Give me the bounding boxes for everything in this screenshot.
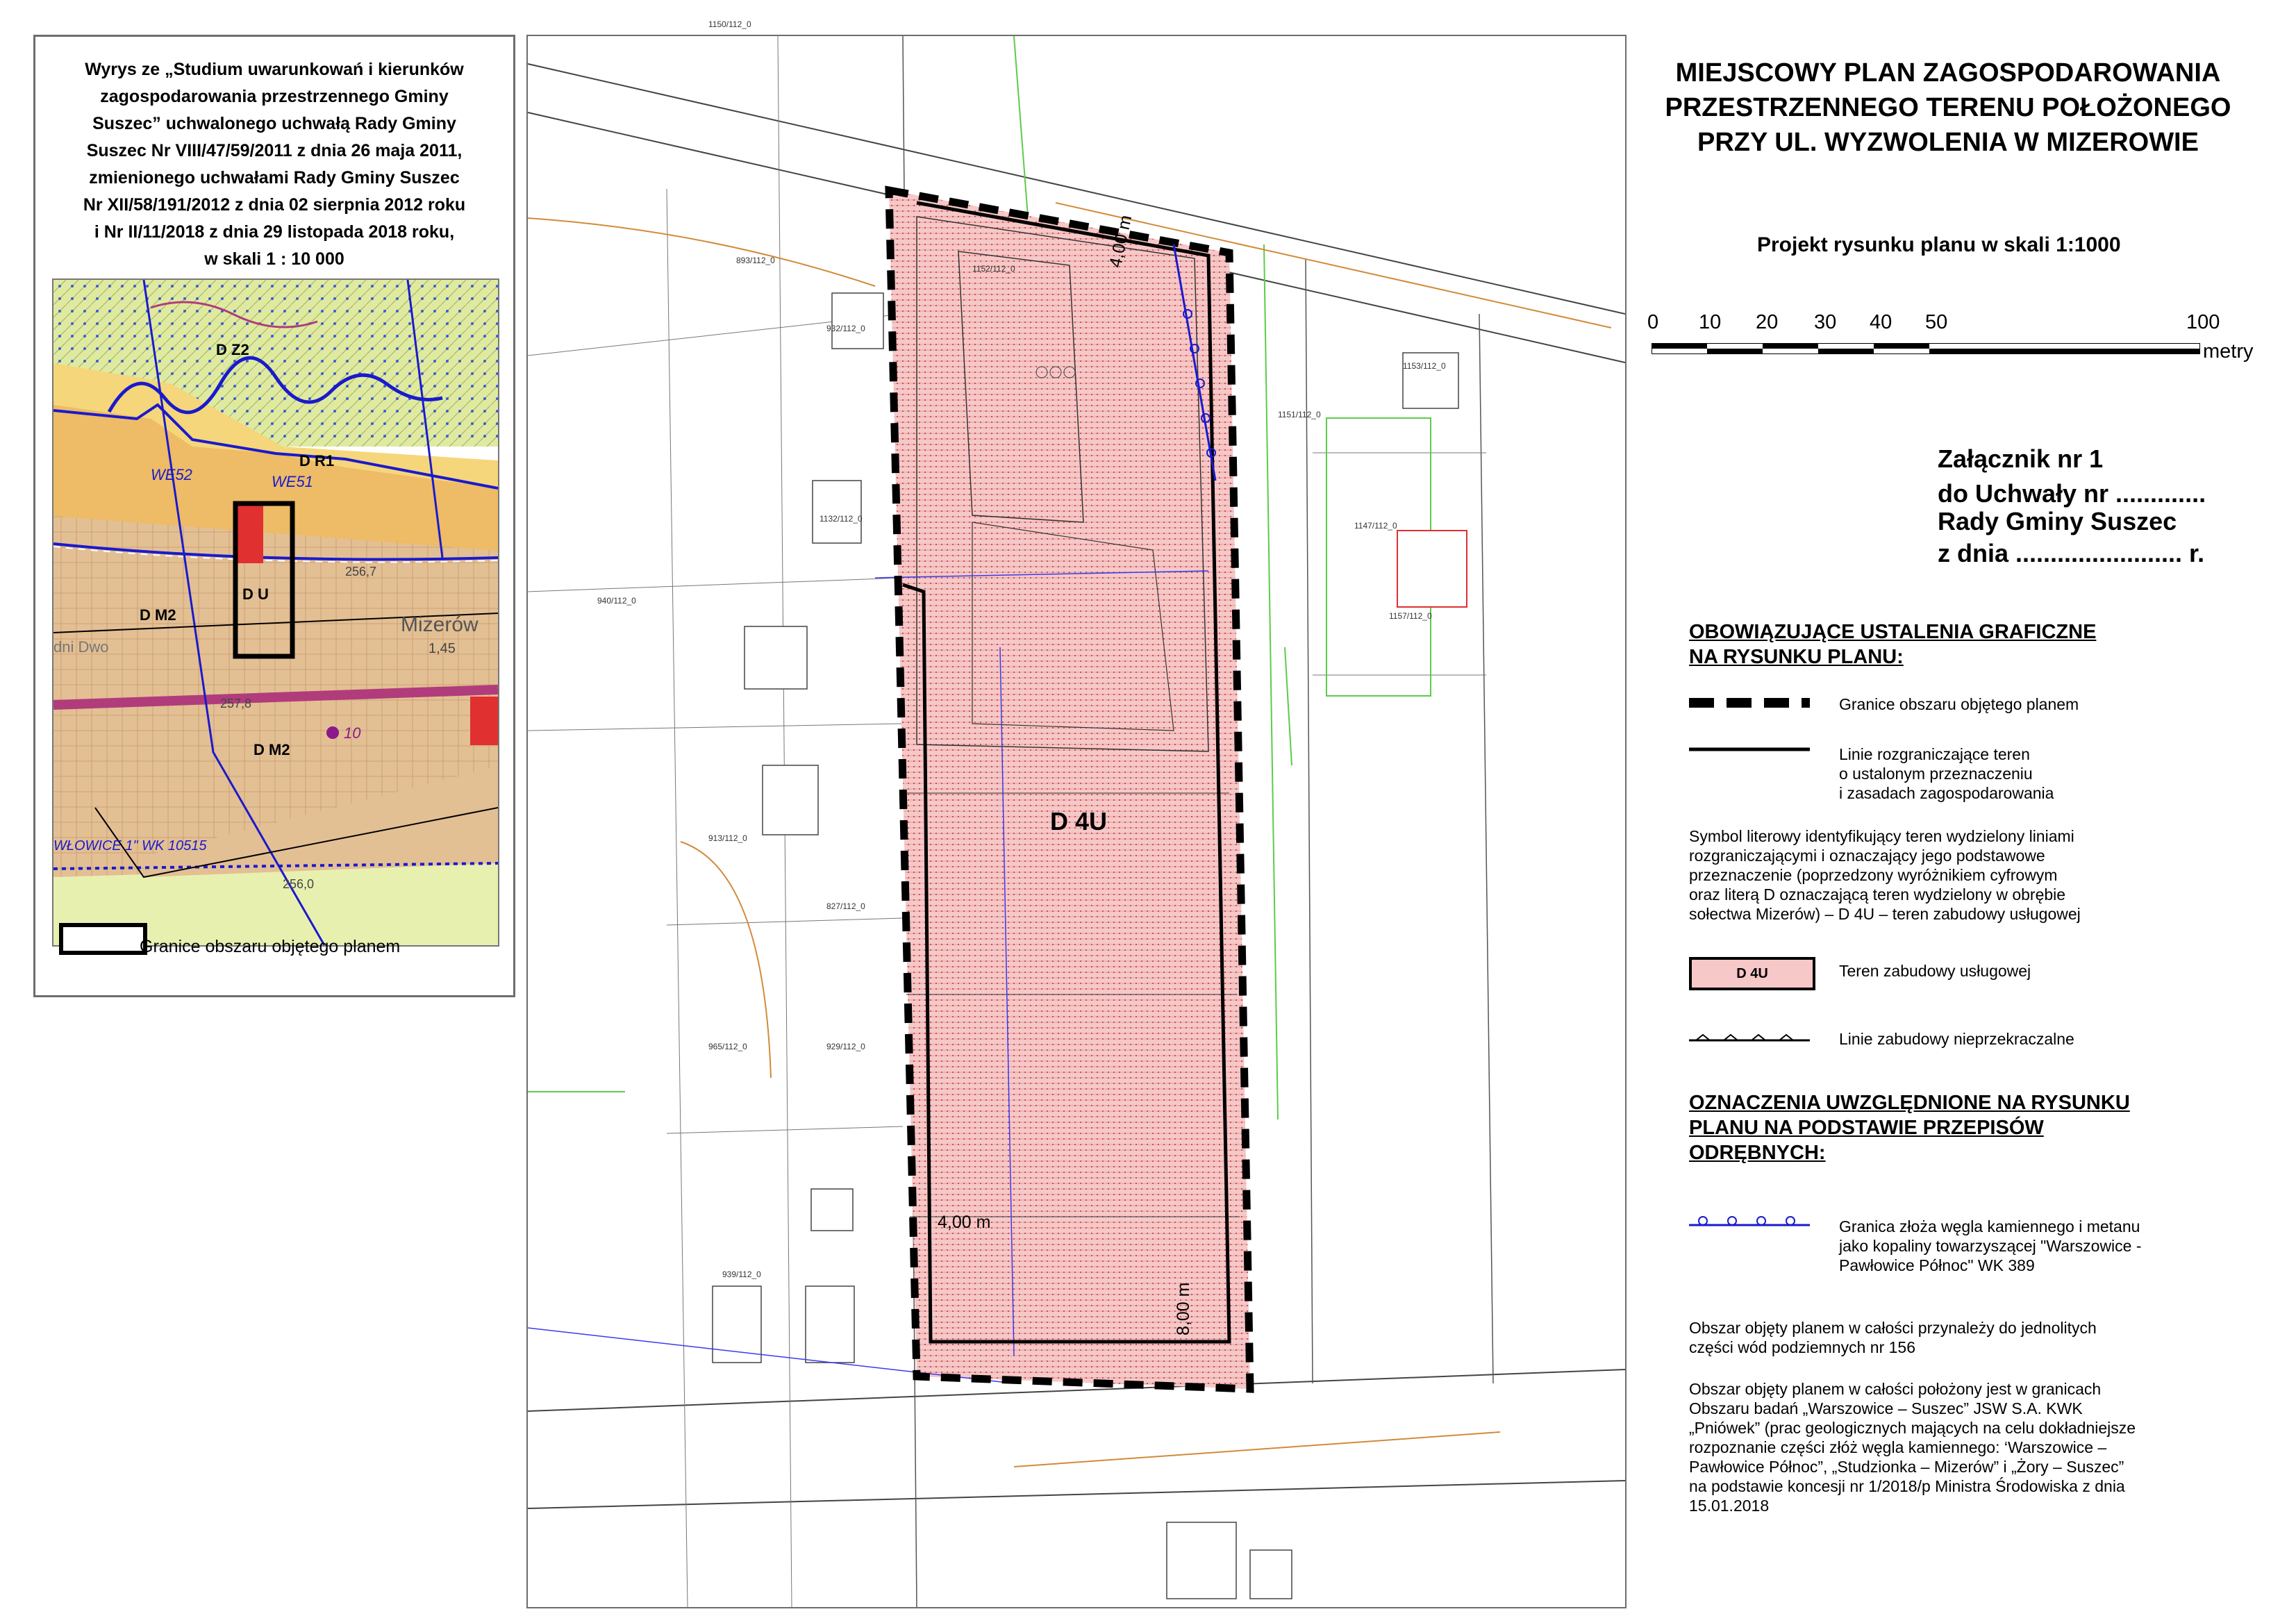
- parcel-number: 1157/112_0: [1389, 611, 1432, 621]
- inset-label-place: dni Dwo: [53, 638, 109, 656]
- legend-deposit-swatch: [1689, 1215, 1810, 1229]
- inset-label-dm2-a: D M2: [140, 606, 176, 624]
- parcel-number: 1152/112_0: [972, 264, 1015, 274]
- parcel-number: 893/112_0: [736, 256, 775, 265]
- legend-boundary-swatch: [1689, 696, 1810, 710]
- legend-text-line: rozgraniczającymi i oznaczający jego podstawowe: [1689, 847, 2045, 865]
- plan-title-line: MIEJSCOWY PLAN ZAGOSPODAROWANIA: [1675, 58, 2221, 88]
- legend-groundwater-note: [1689, 1318, 2097, 1357]
- legend-symbol-description: [1689, 826, 2081, 924]
- parcel-number: 932/112_0: [826, 324, 865, 333]
- legend-deposit-label: [1839, 1217, 2142, 1275]
- inset-title-line: Suszec Nr VIII/47/59/2011 z dnia 26 maja 2011,: [86, 141, 463, 160]
- inset-label-we51: WE51: [272, 473, 313, 490]
- legend-building-line-label: Linie zabudowy nieprzekraczalne: [1839, 1030, 2074, 1048]
- inset-label-du: D U: [242, 585, 269, 603]
- legend-text-line: „Pniówek” (prac geologicznych mających na celu dokładniejsze: [1689, 1419, 2136, 1437]
- legend-heading: OBOWIĄZUJĄCE USTALENIA GRAFICZNE: [1689, 621, 2097, 643]
- inset-title-line: zmienionego uchwałami Rady Gminy Suszec: [89, 168, 460, 188]
- legend-text-line: Pawłowice Północ" WK 389: [1839, 1256, 2035, 1274]
- parcel-number: 965/112_0: [708, 1042, 747, 1051]
- inset-title-line: Nr XII/58/191/2012 z dnia 02 sierpnia 2012 roku: [83, 195, 466, 215]
- legend-research-note: [1689, 1379, 2136, 1515]
- inset-title-line: Suszec” uchwalonego uchwałą Rady Gminy: [92, 114, 456, 133]
- inset-label-elev: 256,0: [283, 877, 315, 891]
- plan-title-line: PRZY UL. WYZWOLENIA W MIZEROWIE: [1697, 128, 2199, 157]
- parcel-number: 1150/112_0: [708, 19, 751, 29]
- scale-tick-label: 20: [1756, 311, 1779, 333]
- annex-line: do Uchwały nr .............: [1938, 479, 2206, 508]
- legend-heading: PLANU NA PODSTAWIE PRZEPISÓW: [1689, 1117, 2044, 1139]
- dimension-label: 4,00 m: [1106, 213, 1136, 269]
- legend-d4u-symbol: D 4U: [1736, 966, 1768, 981]
- parcel-number: 1147/112_0: [1354, 521, 1397, 531]
- legend-text-line: i zasadach zagospodarowania: [1839, 784, 2054, 802]
- legend-d4u-swatch: [1689, 957, 1815, 990]
- legend-text-line: Obszaru badań „Warszowice – Suszec” JSW S.A. KWK: [1689, 1399, 2083, 1417]
- inset-label-dm2-b: D M2: [253, 741, 290, 758]
- scale-tick-label: 10: [1699, 311, 1722, 333]
- inset-label-we52: WE52: [151, 466, 192, 483]
- legend-d4u-label: Teren zabudowy usługowej: [1839, 962, 2031, 980]
- plan-title-line: PRZESTRZENNEGO TERENU POŁOŻONEGO: [1665, 93, 2231, 122]
- scale-tick-label: 0: [1647, 311, 1659, 333]
- inset-study-map: [52, 278, 499, 947]
- dimension-label: 4,00 m: [938, 1213, 991, 1232]
- scale-bar: [1652, 343, 2200, 354]
- legend-dividing-label: [1839, 744, 2054, 803]
- inset-title-line: i Nr II/11/2018 z dnia 29 listopada 2018 roku,: [94, 222, 455, 242]
- inset-panel: [33, 35, 515, 997]
- legend-boundary-label: Granice obszaru objętego planem: [1839, 695, 2079, 713]
- inset-label-elev: 1,45: [429, 641, 456, 656]
- parcel-number: 1153/112_0: [1403, 361, 1446, 371]
- scale-tick-label: 40: [1870, 311, 1892, 333]
- legend-text-line: na podstawie koncesji nr 1/2018/p Ministra Środowiska z dnia: [1689, 1477, 2125, 1495]
- legend-text-line: o ustalonym przeznaczeniu: [1839, 765, 2033, 783]
- parcel-number: 1151/112_0: [1278, 410, 1321, 419]
- parcel-number: 940/112_0: [597, 596, 636, 606]
- scale-tick-label: 50: [1925, 311, 1948, 333]
- annex-line: z dnia ........................ r.: [1938, 539, 2205, 567]
- legend-text-line: Pawłowice Północ”, „Studzionka – Mizerów” i „Żory – Suszec”: [1689, 1458, 2124, 1476]
- parcel-number: 939/112_0: [722, 1270, 761, 1279]
- annex-line: Rady Gminy Suszec: [1938, 507, 2177, 535]
- inset-legend-swatch: [59, 923, 147, 955]
- inset-label-mizerow: Mizerów: [401, 613, 479, 636]
- plan-subtitle: Projekt rysunku planu w skali 1:1000: [1757, 233, 2121, 256]
- annex-line: Załącznik nr 1: [1938, 444, 2104, 473]
- inset-title: [56, 56, 492, 273]
- inset-label-deposit: WŁOWICE 1" WK 10515: [53, 838, 207, 854]
- legend-text-line: Linie rozgraniczające teren: [1839, 745, 2030, 763]
- inset-legend-label: Granice obszaru objętego planem: [140, 937, 401, 956]
- legend-heading: ODRĘBNYCH:: [1689, 1142, 1826, 1164]
- zone-label-d4u: D 4U: [1050, 807, 1108, 835]
- scale-tick-label: 100: [2186, 311, 2220, 333]
- legend-text-line: oraz literą D oznaczającą teren wydzielony w obrębie: [1689, 885, 2066, 904]
- scale-tick-label: 30: [1814, 311, 1837, 333]
- legend-building-line-swatch: [1689, 1032, 1810, 1044]
- legend-text-line: części wód podziemnych nr 156: [1689, 1338, 1915, 1356]
- inset-title-line: zagospodarowania przestrzennego Gminy: [100, 87, 449, 106]
- legend-text-line: Granica złoża węgla kamiennego i metanu: [1839, 1217, 2140, 1235]
- legend-text-line: jako kopaliny towarzyszącej "Warszowice -: [1839, 1237, 2142, 1255]
- inset-label-dz2: D Z2: [216, 341, 249, 358]
- legend-text-line: Obszar objęty planem w całości położony jest w granicach: [1689, 1380, 2102, 1398]
- inset-label-dr1: D R1: [299, 452, 335, 469]
- legend-heading: OZNACZENIA UWZGLĘDNIONE NA RYSUNKU: [1689, 1092, 2130, 1114]
- legend-heading: NA RYSUNKU PLANU:: [1689, 646, 1904, 668]
- scale-unit: metry: [2203, 340, 2254, 363]
- legend-text-line: rozpoznanie części złóż węgla kamiennego: ‘Warszowice –: [1689, 1438, 2107, 1456]
- legend-text-line: przeznaczenie (poprzedzony wyróżnikiem cyfrowym: [1689, 866, 2058, 884]
- inset-title-line: Wyrys ze „Studium uwarunkowań i kierunków: [85, 60, 464, 79]
- inset-label-elev: 256,7: [345, 565, 377, 579]
- inset-label-elev: 257,8: [220, 697, 252, 710]
- dimension-label: 8,00 m: [1174, 1282, 1193, 1335]
- inset-label-marker: 10: [344, 724, 361, 742]
- parcel-number: 1132/112_0: [820, 514, 863, 524]
- legend-text-line: 15.01.2018: [1689, 1497, 1770, 1515]
- legend-text-line: sołectwa Mizerów) – D 4U – teren zabudowy usługowej: [1689, 905, 2081, 923]
- parcel-number: 827/112_0: [826, 901, 865, 911]
- parcel-number: 913/112_0: [708, 833, 747, 843]
- inset-title-line: w skali 1 : 10 000: [204, 249, 344, 269]
- legend-text-line: Symbol literowy identyfikujący teren wydzielony liniami: [1689, 827, 2074, 845]
- legend-text-line: Obszar objęty planem w całości przynależy do jednolitych: [1689, 1319, 2097, 1337]
- legend-dividing-swatch: [1689, 746, 1810, 753]
- parcel-number: 929/112_0: [826, 1042, 865, 1051]
